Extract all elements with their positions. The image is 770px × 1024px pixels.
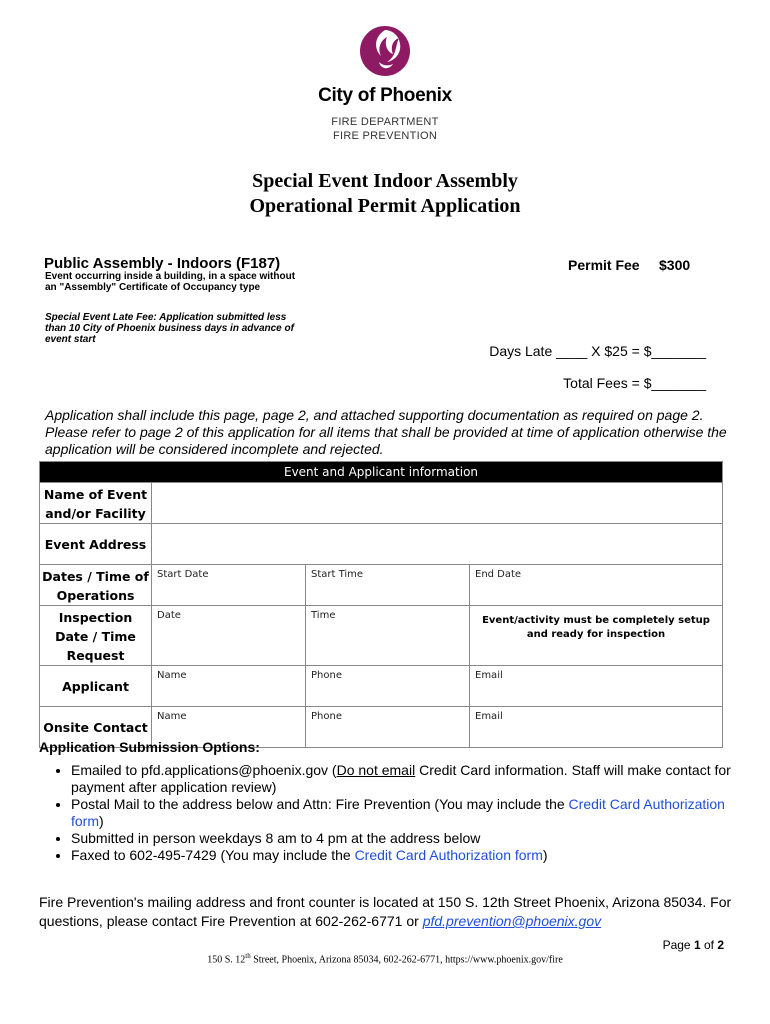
permit-type-title: Public Assembly - Indoors (F187) (44, 255, 281, 272)
footer-sup: th (245, 952, 251, 960)
list-item: • Submitted in person weekdays 8 am to 4 pm at the address below (71, 830, 761, 847)
option-fax-text: Faxed to 602-495-7429 (You may include the (71, 847, 355, 863)
option-mail-close: ) (99, 813, 104, 829)
start-time-field[interactable]: Start Time (306, 565, 470, 606)
division-line: FIRE PREVENTION (332, 130, 438, 142)
permit-type-description: Event occurring inside a building, in a space without an "Assembly" Certificate of Occupancy type (45, 271, 296, 293)
phoenix-bird-logo-icon (357, 22, 413, 78)
footer-address (0, 952, 770, 965)
onsite-name-field[interactable]: Name (152, 707, 306, 748)
page-prefix: Page (662, 938, 694, 952)
page-current: 1 (693, 938, 701, 952)
mailing-text: Fire Prevention's mailing address and front counter is located at 150 S. 12th Street Phoenix, Arizona 85034. For questions, please contact Fire Prevention at 602-262-6771 or (39, 894, 732, 929)
list-item (71, 847, 761, 864)
document-title-line-2: Operational Permit Application (249, 195, 521, 217)
row-label-onsite-contact: Onsite Contact (40, 707, 152, 748)
prevention-email-link[interactable]: pfd.prevention@phoenix.gov (422, 913, 602, 929)
end-date-field[interactable]: End Date (470, 565, 723, 606)
page-mid: of (700, 938, 718, 952)
event-name-input[interactable] (152, 483, 723, 524)
credit-card-form-link[interactable]: Credit Card Authorization form (71, 796, 725, 829)
row-label-event-address: Event Address (40, 524, 152, 565)
credit-card-form-link-fax[interactable]: Credit Card Authorization form (354, 847, 543, 863)
department-line: FIRE DEPARTMENT (331, 116, 439, 128)
row-label-applicant: Applicant (40, 666, 152, 707)
setup-note: Event/activity must be completely setup and ready for inspection (470, 606, 723, 666)
inspection-date-field[interactable]: Date (152, 606, 306, 666)
footer-part-2: Street, Phoenix, Arizona 85034, 602-262-6771, https://www.phoenix.gov/fire (250, 954, 563, 966)
permit-fee-value: $300 (659, 257, 691, 273)
mailing-address-paragraph (39, 893, 739, 931)
option-email-text-cont: Credit Card information. Staff will make contact for payment after application review) (71, 762, 731, 795)
inspection-time-field[interactable]: Time (306, 606, 470, 666)
application-notice: Application shall include this page, page 2, and attached supporting documentation as required on page 2. Please refer to page 2 of this application for all items that shall be provided at time of application otherwise the application will be considered incomplete and rejected. (45, 407, 727, 457)
option-email-text: Emailed to pfd.applications@phoenix.gov ( (71, 762, 337, 778)
event-address-input[interactable] (152, 524, 723, 565)
row-label-event-name: Name of Event and/or Facility (40, 483, 152, 524)
org-name: City of Phoenix (318, 85, 452, 106)
row-label-inspection: Inspection Date / Time Request (40, 606, 152, 666)
submission-options-list (39, 762, 761, 864)
footer-part-1: 150 S. 12 (207, 954, 246, 966)
onsite-phone-field[interactable]: Phone (306, 707, 470, 748)
page-total: 2 (717, 938, 724, 952)
list-item (71, 796, 761, 830)
option-fax-close: ) (542, 847, 548, 863)
applicant-name-field[interactable]: Name (152, 666, 306, 707)
permit-fee-label: Permit Fee (568, 257, 640, 273)
submission-heading: Application Submission Options: (39, 739, 260, 755)
start-date-field[interactable]: Start Date (152, 565, 306, 606)
option-mail-text: Postal Mail to the address below and Attn: Fire Prevention (You may include the (71, 796, 569, 812)
days-late-field[interactable]: Days Late ____ X $25 = $_______ (489, 343, 706, 359)
applicant-phone-field[interactable]: Phone (306, 666, 470, 707)
table-band-title: Event and Applicant information (40, 462, 723, 483)
do-not-email-emphasis: Do not email (336, 762, 416, 778)
event-applicant-table (39, 461, 723, 748)
list-item (71, 762, 761, 796)
page-indicator (663, 938, 724, 952)
document-title-line-1: Special Event Indoor Assembly (252, 170, 518, 192)
row-label-dates: Dates / Time of Operations (40, 565, 152, 606)
total-fees-field[interactable]: Total Fees = $_______ (563, 375, 706, 391)
late-fee-description: Special Event Late Fee: Application submitted less than 10 City of Phoenix business days in advance of event start (45, 312, 294, 345)
applicant-email-field[interactable]: Email (470, 666, 723, 707)
onsite-email-field[interactable]: Email (470, 707, 723, 748)
